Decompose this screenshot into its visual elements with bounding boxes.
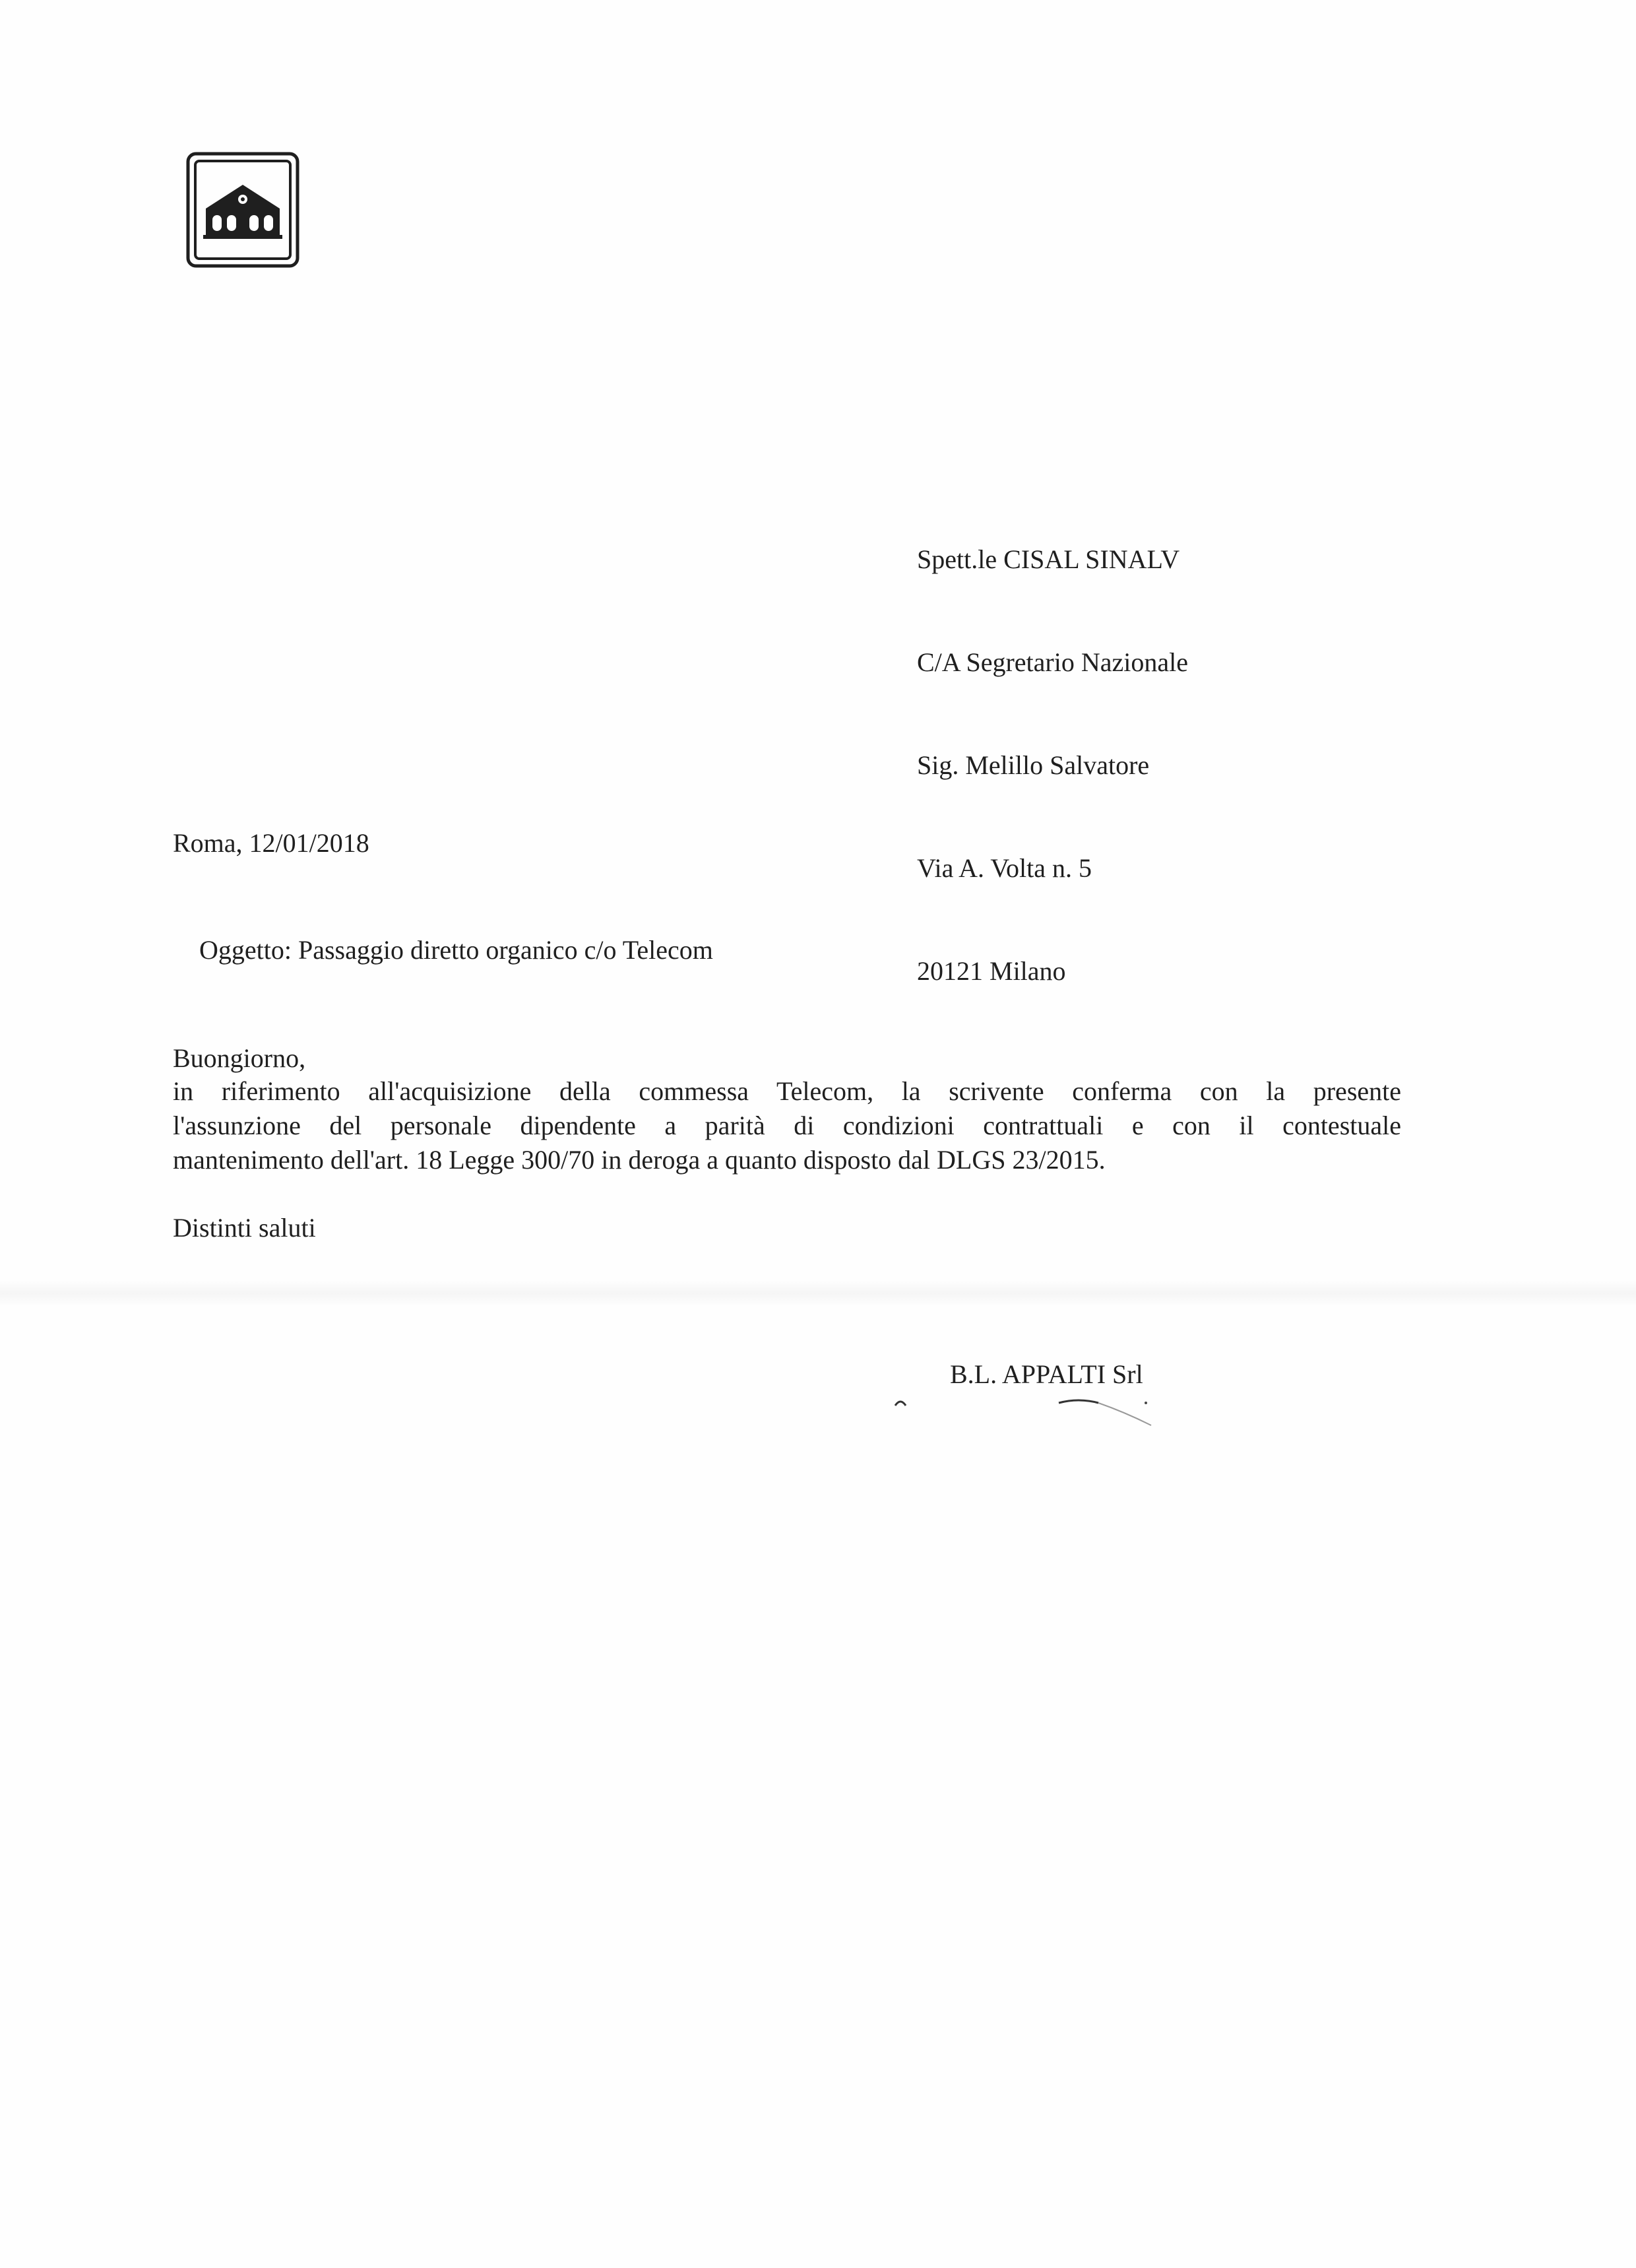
recipient-line: C/A Segretario Nazionale (917, 647, 1188, 677)
building-icon (186, 152, 299, 268)
signature-mark (887, 1386, 1164, 1439)
body-line: mantenimento dell'art. 18 Legge 300/70 in deroga a quanto disposto dal DLGS 23/2015. (173, 1145, 1106, 1175)
body-line: in riferimento all'acquisizione della commessa Telecom, la scrivente conferma con la presente (173, 1076, 1401, 1106)
greeting: Buongiorno, (173, 1043, 306, 1073)
recipient-line: Spett.le CISAL SINALV (917, 544, 1180, 574)
date-line: Roma, 12/01/2018 (173, 828, 369, 858)
scan-fold-shadow (0, 1280, 1636, 1307)
body-line: l'assunzione del personale dipendente a parità di condizioni contrattuali e con il contestuale (173, 1111, 1401, 1140)
recipient-address (917, 474, 1188, 1057)
subject-text: Passaggio diretto organico c/o Telecom (298, 935, 713, 965)
closing: Distinti saluti (173, 1213, 316, 1243)
recipient-line: 20121 Milano (917, 956, 1066, 986)
subject-line (173, 899, 713, 1002)
recipient-line: Via A. Volta n. 5 (917, 853, 1092, 883)
subject-label: Oggetto: (199, 935, 292, 965)
signature-company: B.L. APPALTI Srl (950, 1359, 1143, 1389)
recipient-line: Sig. Melillo Salvatore (917, 750, 1150, 780)
body-paragraph (173, 1074, 1401, 1177)
